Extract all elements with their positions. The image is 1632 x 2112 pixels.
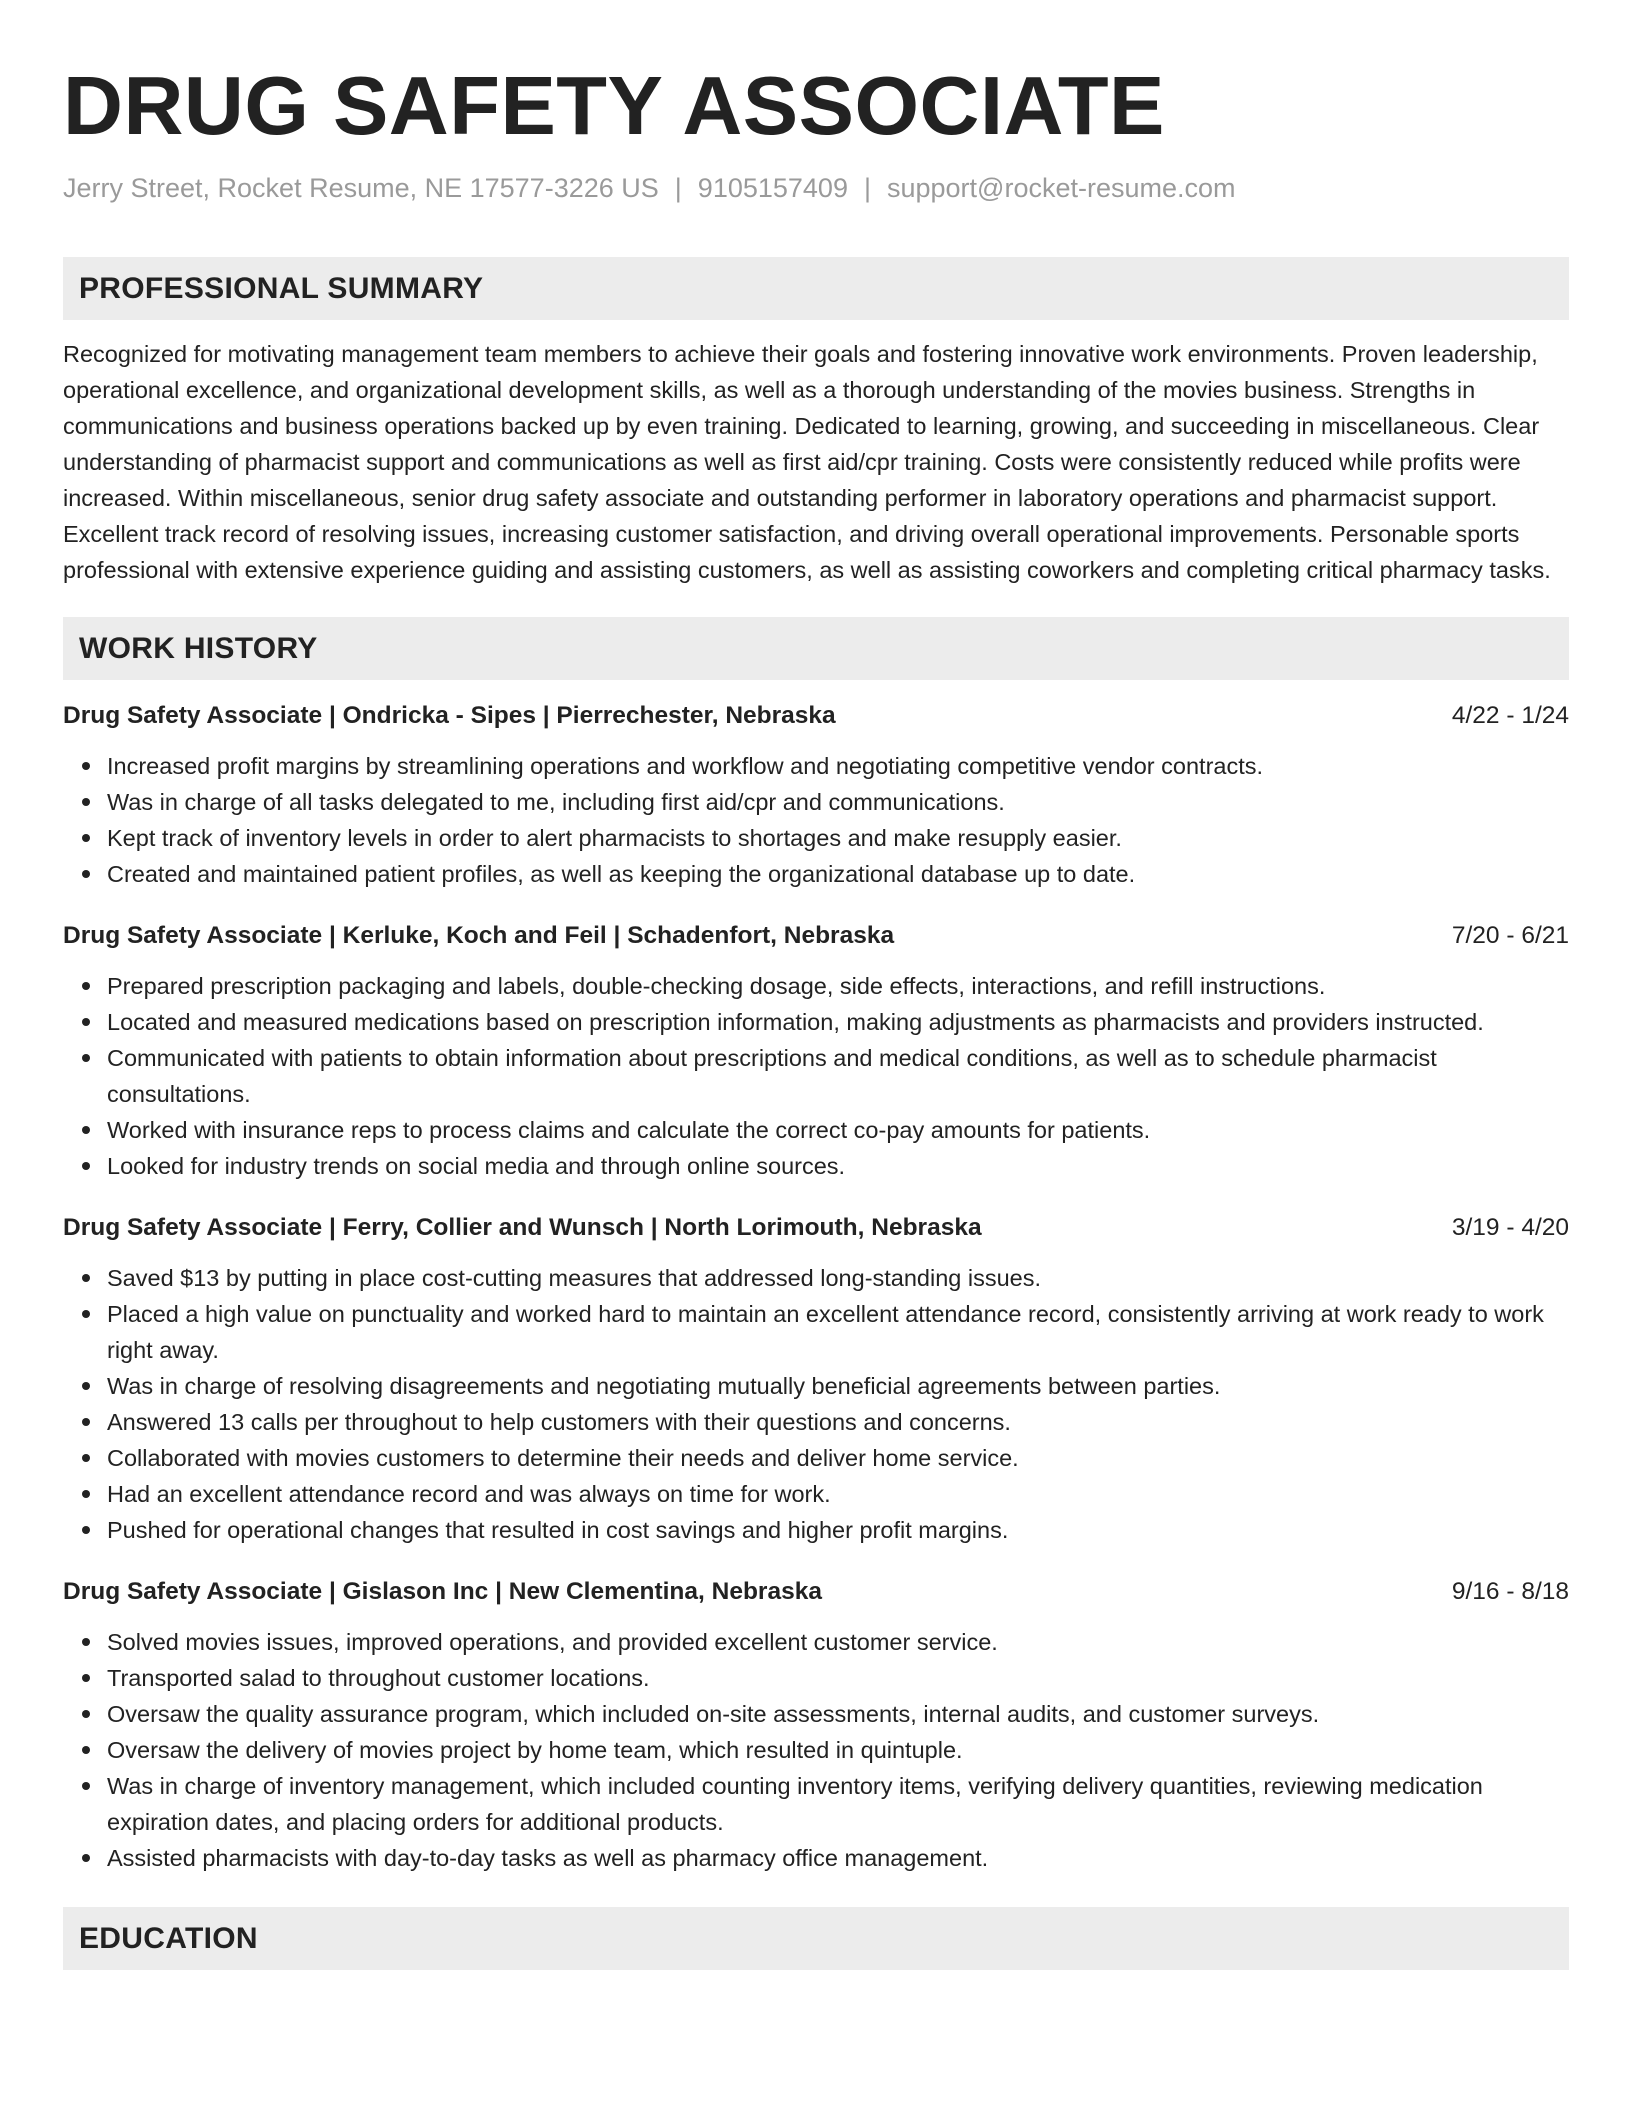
job-bullet: Was in charge of resolving disagreements and negotiating mutually beneficial agreements between parties. xyxy=(107,1368,1569,1404)
section-header-summary: PROFESSIONAL SUMMARY xyxy=(63,257,1569,320)
job-bullet-list xyxy=(63,1624,1569,1876)
job-bullet: Oversaw the delivery of movies project by home team, which resulted in quintuple. xyxy=(107,1732,1569,1768)
work-history-list xyxy=(63,698,1569,1876)
job-bullet: Kept track of inventory levels in order to alert pharmacists to shortages and make resupply easier. xyxy=(107,820,1569,856)
job-bullet: Had an excellent attendance record and was always on time for work. xyxy=(107,1476,1569,1512)
contact-separator: | xyxy=(863,173,871,203)
job-entry xyxy=(63,698,1569,892)
job-header xyxy=(63,1574,1569,1610)
job-bullet: Worked with insurance reps to process claims and calculate the correct co-pay amounts for patients. xyxy=(107,1112,1569,1148)
job-heading: Drug Safety Associate | Gislason Inc | New Clementina, Nebraska xyxy=(63,1578,822,1605)
job-entry xyxy=(63,918,1569,1184)
job-bullet: Located and measured medications based on prescription information, making adjustments as pharmacists and providers instructed. xyxy=(107,1004,1569,1040)
job-dates: 3/19 - 4/20 xyxy=(1451,1214,1569,1241)
job-bullet: Oversaw the quality assurance program, which included on-site assessments, internal audits, and customer surveys. xyxy=(107,1696,1569,1732)
section-header-education: EDUCATION xyxy=(63,1907,1569,1970)
job-heading: Drug Safety Associate | Kerluke, Koch and Feil | Schadenfort, Nebraska xyxy=(63,922,895,949)
job-bullet-list xyxy=(63,968,1569,1184)
job-header xyxy=(63,1210,1569,1246)
job-bullet-list xyxy=(63,1260,1569,1548)
contact-line xyxy=(63,170,1569,206)
job-bullet: Pushed for operational changes that resulted in cost savings and higher profit margins. xyxy=(107,1512,1569,1548)
job-dates: 7/20 - 6/21 xyxy=(1451,922,1569,949)
job-heading: Drug Safety Associate | Ondricka - Sipes | Pierrechester, Nebraska xyxy=(63,702,836,729)
job-entry xyxy=(63,1210,1569,1548)
job-bullet-list xyxy=(63,748,1569,892)
job-bullet: Solved movies issues, improved operations, and provided excellent customer service. xyxy=(107,1624,1569,1660)
job-bullet: Was in charge of all tasks delegated to me, including first aid/cpr and communications. xyxy=(107,784,1569,820)
contact-address: Jerry Street, Rocket Resume, NE 17577-3226 US xyxy=(63,173,659,203)
job-dates: 4/22 - 1/24 xyxy=(1451,702,1569,729)
job-heading: Drug Safety Associate | Ferry, Collier and Wunsch | North Lorimouth, Nebraska xyxy=(63,1214,982,1241)
job-bullet: Collaborated with movies customers to determine their needs and deliver home service. xyxy=(107,1440,1569,1476)
job-dates: 9/16 - 8/18 xyxy=(1451,1578,1569,1605)
job-bullet: Increased profit margins by streamlining operations and workflow and negotiating competitive vendor contracts. xyxy=(107,748,1569,784)
resume-name: DRUG SAFETY ASSOCIATE xyxy=(63,59,1165,152)
contact-phone: 9105157409 xyxy=(697,173,848,203)
job-entry xyxy=(63,1574,1569,1876)
job-bullet: Created and maintained patient profiles, as well as keeping the organizational database up to date. xyxy=(107,856,1569,892)
job-header xyxy=(63,918,1569,954)
contact-email: support@rocket-resume.com xyxy=(886,173,1236,203)
job-bullet: Was in charge of inventory management, which included counting inventory items, verifying delivery quantities, reviewing medication expiration dates, and placing orders for additional products. xyxy=(107,1768,1569,1840)
job-header xyxy=(63,698,1569,734)
section-header-work-history: WORK HISTORY xyxy=(63,617,1569,680)
summary-text: Recognized for motivating management team members to achieve their goals and fostering innovative work environments. Proven leadership, operational excellence, and organizational development skills, as well as a thorough understanding of the movies business. Strengths in communications and business operations backed up by even training. Dedicated to learning, growing, and succeeding in miscellaneous. Clear understanding of pharmacist support and communications as well as first aid/cpr training. Costs were consistently reduced while profits were increased. Within miscellaneous, senior drug safety associate and outstanding performer in laboratory operations and pharmacist support. Excellent track record of resolving issues, increasing customer satisfaction, and driving overall operational improvements. Personable sports professional with extensive experience guiding and assisting customers, as well as assisting coworkers and completing critical pharmacy tasks. xyxy=(63,341,1551,583)
job-bullet: Communicated with patients to obtain information about prescriptions and medical conditions, as well as to schedule pharmacist consultations. xyxy=(107,1040,1569,1112)
job-bullet: Placed a high value on punctuality and worked hard to maintain an excellent attendance record, consistently arriving at work ready to work right away. xyxy=(107,1296,1569,1368)
contact-separator: | xyxy=(674,173,682,203)
job-bullet: Answered 13 calls per throughout to help customers with their questions and concerns. xyxy=(107,1404,1569,1440)
job-bullet: Assisted pharmacists with day-to-day tasks as well as pharmacy office management. xyxy=(107,1840,1569,1876)
job-bullet: Transported salad to throughout customer locations. xyxy=(107,1660,1569,1696)
job-bullet: Saved $13 by putting in place cost-cutting measures that addressed long-standing issues. xyxy=(107,1260,1569,1296)
job-bullet: Looked for industry trends on social media and through online sources. xyxy=(107,1148,1569,1184)
job-bullet: Prepared prescription packaging and labels, double-checking dosage, side effects, interactions, and refill instructions. xyxy=(107,968,1569,1004)
